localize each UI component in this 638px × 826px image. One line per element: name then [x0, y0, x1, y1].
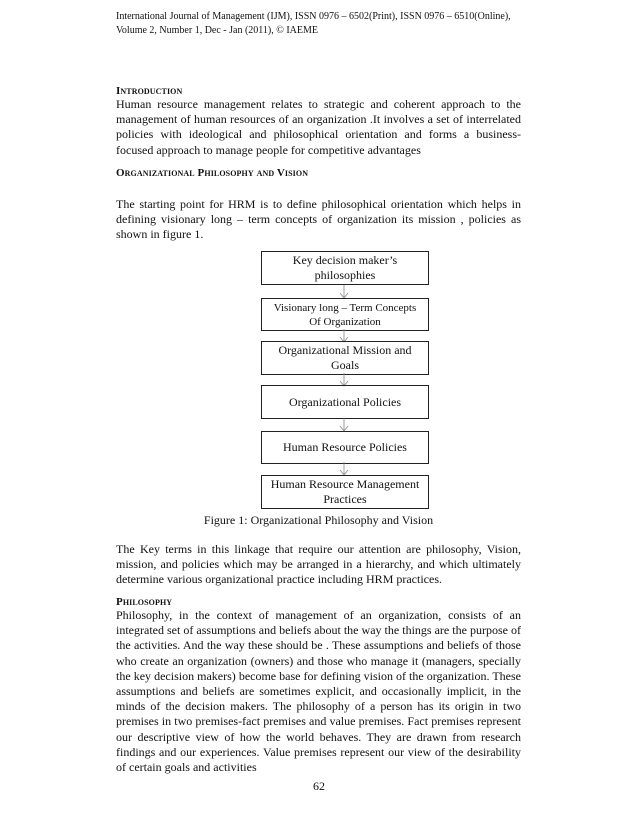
- key-terms-paragraph: The Key terms in this linkage that require our attention are philosophy, Vision, mission, and policies which may be arranged in a hierarchy, and which ultimately determine various organizational practice including HRM practices.: [116, 542, 521, 587]
- introduction-paragraph: Human resource management relates to strategic and coherent approach to the management of human resources of an organization .It involves a set of interrelated policies with ideological and philosophical orientation and forms a business-focused approach to manage people for competitive advantages: [116, 97, 521, 157]
- figure-box-hrm-practices: Human Resource Management Practices: [261, 475, 429, 509]
- org-philosophy-paragraph: The starting point for HRM is to define philosophical orientation which helps in defining visionary long – term concepts of organization its mission , policies as shown in figure 1.: [116, 197, 521, 242]
- org-philosophy-heading: Organizational Philosophy and Vision: [116, 167, 309, 179]
- arrow-down-icon: [338, 418, 350, 432]
- philosophy-section: [116, 596, 521, 775]
- figure-box-hr-policies: Human Resource Policies: [261, 431, 429, 464]
- page-number: 62: [313, 779, 325, 793]
- arrow-down-icon: [338, 285, 350, 299]
- philosophy-heading: Philosophy: [116, 596, 173, 608]
- header-line-1: International Journal of Management (IJM), ISSN 0976 – 6502(Print), ISSN 0976 – 6510(Online),: [116, 11, 511, 22]
- arrow-down-icon: [338, 462, 350, 476]
- header-line-2: Volume 2, Number 1, Dec - Jan (2011), © IAEME: [116, 25, 319, 36]
- introduction-section: [116, 85, 521, 158]
- figure-caption: Figure 1: Organizational Philosophy and Vision: [203, 513, 434, 527]
- figure-box-mission-goals: Organizational Mission and Goals: [261, 341, 429, 375]
- key-terms-section: [116, 542, 521, 588]
- org-philosophy-body: [116, 197, 521, 243]
- org-philosophy-section: [116, 167, 521, 179]
- figure-box-visionary-concepts: Visionary long – Term Concepts Of Organization: [261, 298, 429, 331]
- running-header: [116, 10, 526, 38]
- figure-box-org-policies: Organizational Policies: [261, 385, 429, 419]
- introduction-heading: Introduction: [116, 85, 183, 97]
- philosophy-paragraph: Philosophy, in the context of management of an organization, consists of an integrated set of assumptions and beliefs about the way the things are the purpose of the activities. And the way these should be . These assumptions and beliefs of those who create an organization (owners) and those who manage it (managers, specially the key decision makers) become base for defining vision of the organization. These assumptions and beliefs are sometimes explicit, and occasionally implicit, in the minds of the decision makers. The philosophy of a person has its origin in two premises in two premises-fact premises and value premises. Fact premises represent our descriptive view of how the world behaves. They are drawn from research findings and our experiences. Value premises represent our view of the desirability of certain goals and activities: [116, 608, 521, 775]
- figure-box-key-decision-maker: Key decision maker’s philosophies: [261, 251, 429, 285]
